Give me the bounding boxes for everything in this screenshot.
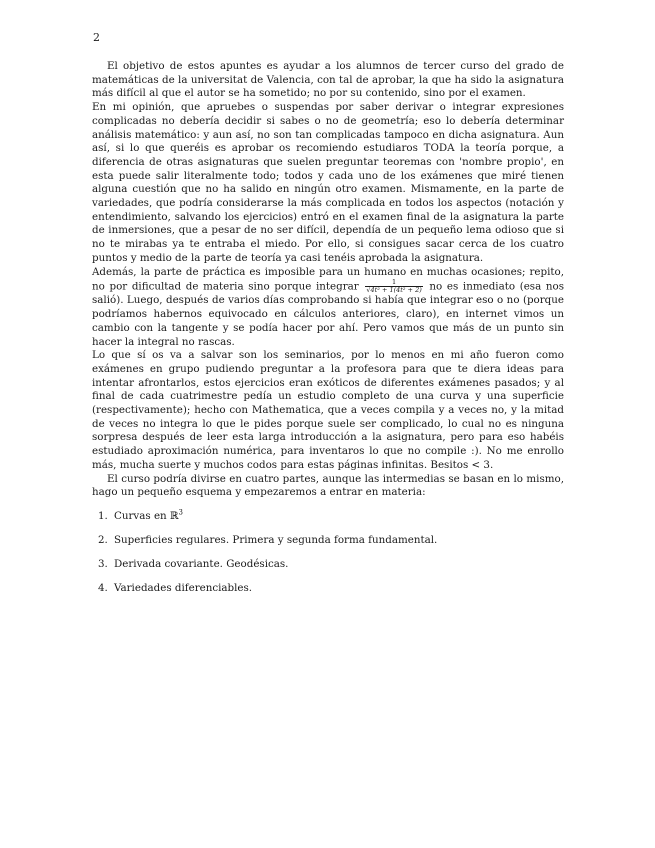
practice-text-after: no es inmediato (esa nos salió). Luego, después de varios días comprobando si había que integrar eso o no (porque podríamos habernos equivocado en cálculos anteriores, claro), en internet vimos un cambio con la tangente y se podía hacer por ahí. Pero vamos que más de un punto sin hacer la integral no rascas. bbox=[92, 280, 564, 348]
list-item bbox=[92, 582, 564, 596]
list-item bbox=[92, 510, 564, 524]
list-item-text: Derivada covariante. Geodésicas. bbox=[114, 558, 289, 570]
intro-paragraph: El objetivo de estos apuntes es ayudar a los alumnos de tercer curso del grado de matemáticas de la universitat de Valencia, con tal de aprobar, la que ha sido la asignatura más difícil al que el autor se ha sometido; no por su contenido, sino por el examen. bbox=[92, 60, 564, 100]
fraction-numerator: 1 bbox=[365, 279, 422, 287]
list-marker: 4. bbox=[98, 582, 108, 594]
list-item-superscript: 3 bbox=[178, 508, 183, 517]
page-number: 2 bbox=[93, 31, 100, 44]
seminars-paragraph: Lo que sí os va a salvar son los seminarios, por lo menos en mi año fueron como exámenes en grupo pudiendo preguntar a la profesora para que te diera ideas para intentar afrontarlos, estos ejercicios eran exóticos de diferentes exámenes pasados; y al final de cada cuatrimestre pedía un estudio completo de una curva y una superficie (respectivamente); hecho con Mathematica, que a veces compila y a veces no, y la mitad de veces no integra lo que le pides porque suele ser complicado, lo cual no es ninguna sorpresa después de leer esta larga introducción a la asignatura, pero para eso habéis estudiado aproximación numérica, para inventaros lo que no compile :). No me enrollo más, mucha suerte y muchos codos para estas páginas infinitas. Besitos < 3. bbox=[92, 349, 564, 471]
list-item-text: Variedades diferenciables. bbox=[114, 582, 253, 594]
fraction-denominator: √4t² + 1(4t² + 2) bbox=[366, 286, 422, 295]
integrand-fraction bbox=[365, 279, 422, 294]
document-body bbox=[92, 60, 564, 606]
course-parts-list bbox=[92, 510, 564, 596]
practice-paragraph bbox=[92, 266, 564, 350]
list-item bbox=[92, 534, 564, 548]
list-marker: 2. bbox=[98, 534, 108, 546]
course-outline-paragraph: El curso podría divirse en cuatro partes, aunque las intermedias se basan en lo mismo, hago un pequeño esquema y empezaremos a entrar en materia: bbox=[92, 472, 564, 499]
list-item-text: Curvas en ℝ bbox=[114, 510, 179, 522]
opinion-paragraph: En mi opinión, que apruebes o suspendas por saber derivar o integrar expresiones complicadas no debería decidir si sabes o no de geometría; eso lo debería determinar análisis matemático: y aun así, no son tan complicadas tampoco en dicha asignatura. Aun así, si lo que queréis es aprobar os recomiendo estudiaros TODA la teoría porque, a diferencia de otras asignaturas que suelen preguntar teoremas con 'nombre propio', en esta puede salir literalmente todo; todos y cada uno de los exámenes que miré tienen alguna cuestión que no ha salido en ningún otro examen. Mismamente, en la parte de variedades, que podría considerarse la más complicada en todos los aspectos (notación y entendimiento, salvando los ejercicios) entró en el examen final de la asignatura la parte de inmersiones, que a pesar de no ser difícil, dependía de un pequeño lema odioso que si no te mirabas ya te entraba el miedo. Por ello, si consigues sacar cerca de los cuatro puntos y medio de la parte de teoría ya casi tenéis aprobada la asignatura. bbox=[92, 101, 564, 264]
list-item bbox=[92, 558, 564, 572]
list-item-text: Superficies regulares. Primera y segunda forma fundamental. bbox=[114, 534, 438, 546]
list-marker: 3. bbox=[98, 558, 108, 570]
practice-text-before: Además, la parte de práctica es imposible para un humano en muchas ocasiones; repito, no por dificultad de materia sino porque integrar bbox=[92, 265, 564, 293]
list-marker: 1. bbox=[98, 510, 108, 522]
